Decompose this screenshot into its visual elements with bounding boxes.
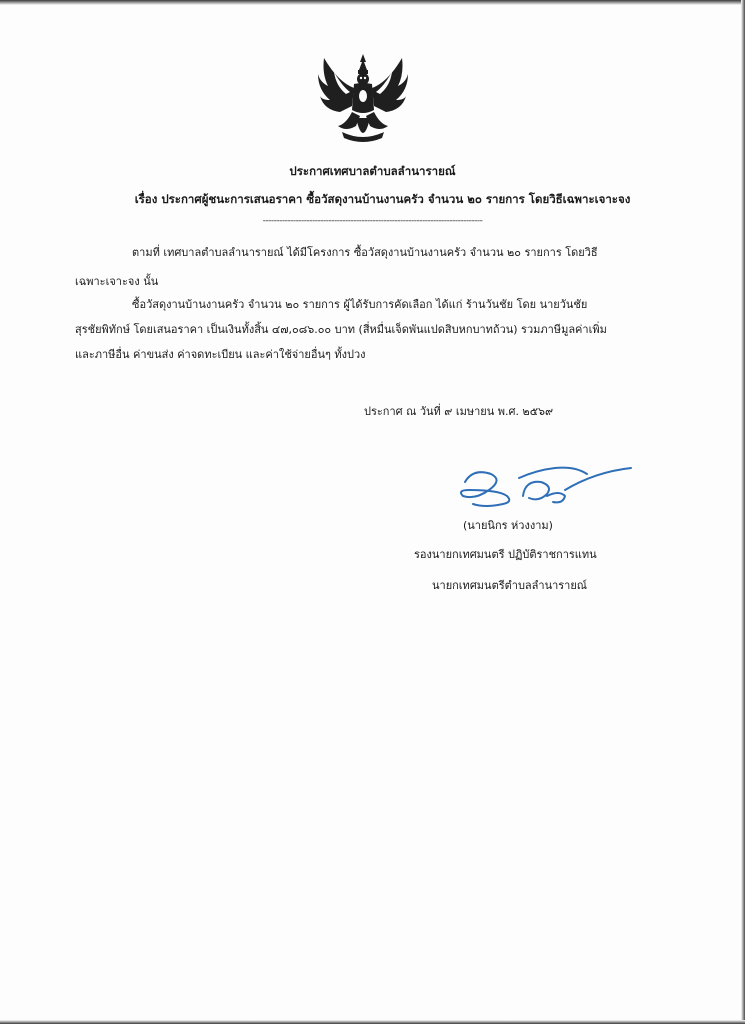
paragraph-2-line-3: และภาษีอื่น ค่าขนส่ง ค่าจดทะเบียน และค่าใช้จ่ายอื่นๆ ทั้งปวง xyxy=(75,348,366,361)
signer-position-1: รองนายกเทศมนตรี ปฏิบัติราชการแทน xyxy=(414,548,597,561)
document-subject: เรื่อง ประกาศผู้ชนะการเสนอราคา ซื้อวัสดุงานบ้านงานครัว จำนวน ๒๐ รายการ โดยวิธีเฉพาะเจาะจง xyxy=(134,192,631,206)
document-title: ประกาศเทศบาลตำบลลำนารายณ์ xyxy=(289,164,456,178)
paragraph-1-line-2: เฉพาะเจาะจง นั้น xyxy=(75,275,159,288)
paragraph-2-line-2: สุรชัยพิทักษ์ โดยเสนอราคา เป็นเงินทั้งสิ้น ๔๗,๐๘๖.๐๐ บาท (สี่หมื่นเจ็ดพันแปดสิบหกบาทถ้วน) รวมภาษีมูลค่าเพิ่ม xyxy=(75,323,607,336)
handwritten-signature xyxy=(455,460,635,512)
paragraph-1-line-1: ตามที่ เทศบาลตำบลลำนารายณ์ ได้มีโครงการ ซื้อวัสดุงานบ้านงานครัว จำนวน ๒๐ รายการ โดยวิธี xyxy=(132,246,598,259)
scan-edge-bottom xyxy=(0,1020,745,1024)
announcement-date: ประกาศ ณ วันที่ ๙ เมษายน พ.ศ. ๒๕๖๙ xyxy=(364,405,554,418)
garuda-emblem-icon xyxy=(316,52,410,148)
paragraph-2-line-1: ซื้อวัสดุงานบ้านงานครัว จำนวน ๒๐ รายการ ผู้ได้รับการคัดเลือก ได้แก่ ร้านวันชัย โดย นายวันชัย xyxy=(132,298,588,311)
separator-line: -------------------------------------------------------------------------------- xyxy=(262,216,483,226)
signer-name: (นายนิกร ห่วงงาม) xyxy=(463,519,553,532)
scan-edge-top xyxy=(0,0,745,5)
signer-position-2: นายกเทศมนตรีตำบลลำนารายณ์ xyxy=(432,579,588,592)
scan-edge-right xyxy=(741,0,745,1024)
